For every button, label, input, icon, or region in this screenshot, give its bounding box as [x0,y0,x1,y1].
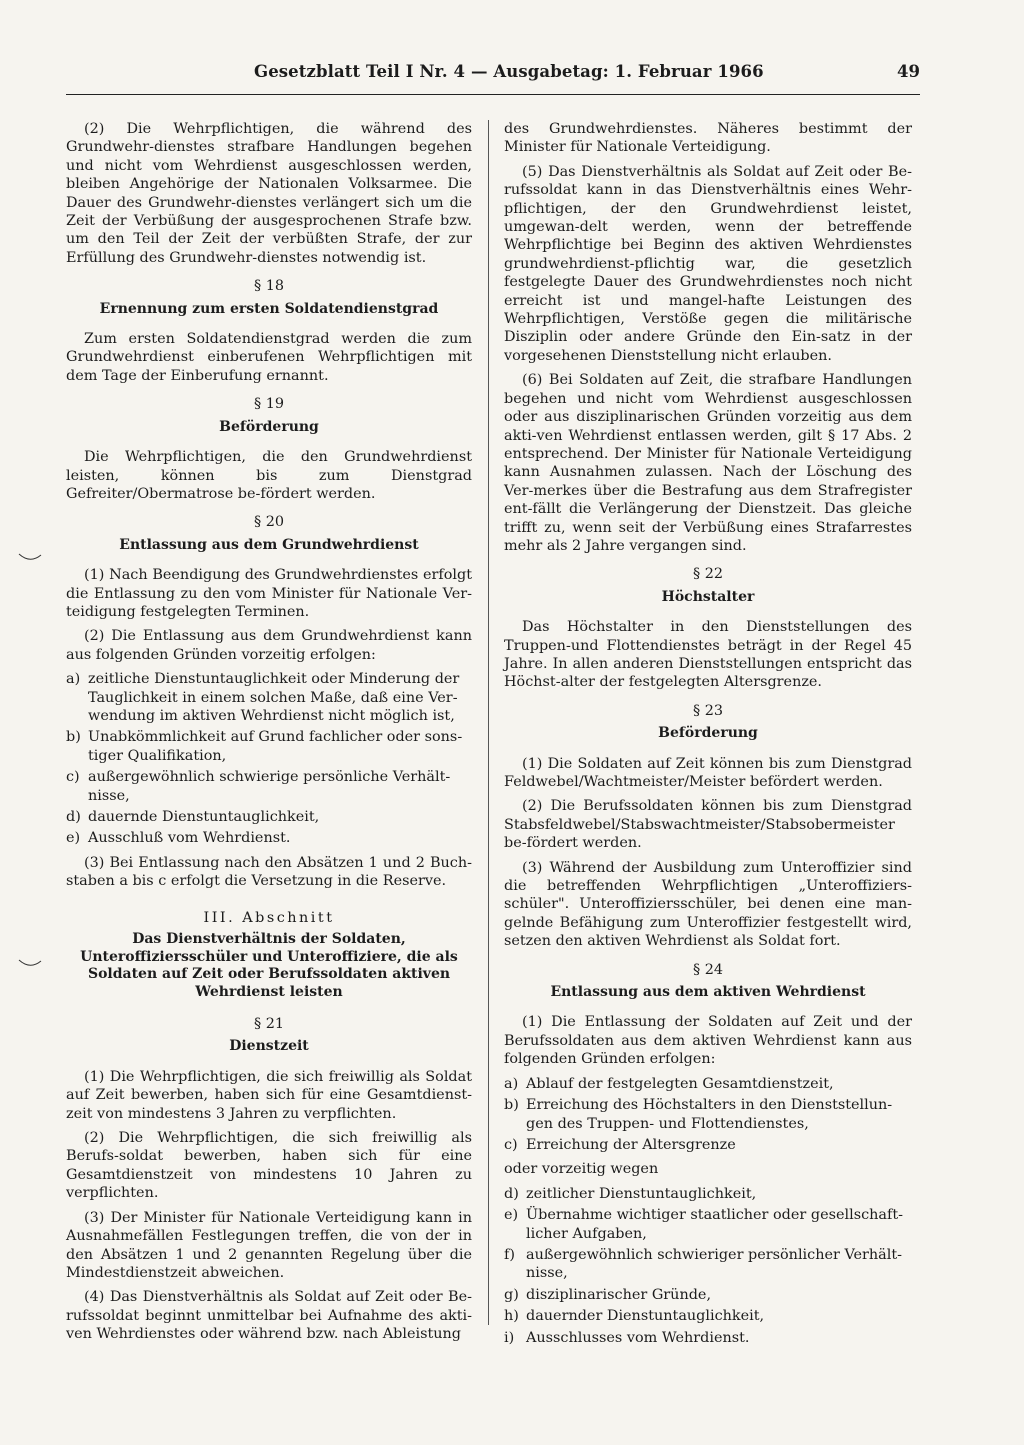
item-label: g) [504,1286,519,1303]
item-label: a) [504,1075,519,1092]
enumeration-list [504,1075,912,1155]
item-label: c) [504,1136,518,1153]
list-item [504,1246,912,1283]
item-text: Erreichung des Höchstalters in den Dienststellun-gen des Truppen- und Flottendienstes, [526,1097,893,1132]
enumeration-list [66,670,472,848]
section-title: Entlassung aus dem aktiven Wehrdienst [550,984,866,1001]
item-label: i) [504,1329,515,1346]
section-title: Beförderung [658,725,758,742]
paragraph: oder vorzeitig wegen [504,1161,659,1178]
list-item [504,1136,912,1154]
item-label: a) [66,671,81,688]
paragraph: Zum ersten Soldatendienstgrad werden die zum Grundwehrdienst einberufenen Wehrpflichtigen mit dem Tage der Einberufung ernannt. [66,331,472,384]
list-item [504,1329,912,1347]
section-title: Höchstalter [661,588,755,605]
item-label: b) [66,729,81,746]
paragraph: Die Wehrpflichtigen, die den Grundwehrdienst leisten, können bis zum Dienstgrad Gefreiter/Obermatrose be-fördert werden. [66,449,472,502]
paragraph: (2) Die Entlassung aus dem Grundwehrdienst kann aus folgenden Gründen vorzeitig erfolgen: [66,628,472,663]
section-number: § 24 [692,961,724,978]
list-item [504,1185,912,1203]
paragraph: (3) Während der Ausbildung zum Unteroffizier sind die betreffenden Wehrpflichtigen „Unteroffiziers-schüler". Unteroffiziersschüler, bei denen eine man-gelnde Befähigung zum Unteroffizier festgestellt wird, setzen den aktiven Wehrdienst als Soldat fort. [504,859,912,950]
item-label: e) [504,1207,519,1224]
item-text: zeitlicher Dienstuntauglichkeit, [526,1185,757,1202]
item-text: außergewöhnlich schwierige persönliche Verhält-nisse, [88,769,451,804]
list-item [504,1286,912,1304]
item-text: zeitliche Dienstuntauglichkeit oder Minderung der Tauglichkeit in einem solchen Maße, daß eine Ver-wendung im aktiven Wehrdienst nicht möglich ist, [88,671,460,724]
item-text: Ablauf der festgelegten Gesamtdienstzeit, [526,1075,834,1092]
item-label: e) [66,830,81,847]
list-item [504,1096,912,1133]
section-title: Dienstzeit [229,1038,309,1055]
list-item [66,808,472,826]
list-item [66,670,472,725]
paragraph: Das Höchstalter in den Dienststellungen des Truppen-und Flottendienstes beträgt in der Regel 45 Jahre. In allen anderen Dienststellungen entspricht das Höchst-alter der festgelegten Altersgrenze. [504,619,912,691]
section-title: Ernennung zum ersten Soldatendienstgrad [99,300,439,317]
item-label: h) [504,1308,519,1325]
column-divider [488,120,489,1325]
chapter-title: Das Dienstverhältnis der Soldaten, Unteroffiziersschüler und Unteroffiziere, die als Soldaten auf Zeit oder Berufssoldaten aktiven Wehrdienst leisten [80,931,458,1000]
list-item [66,829,472,847]
item-label: f) [504,1246,515,1263]
item-label: c) [66,769,80,786]
page-header [66,60,920,95]
left-column [66,120,472,1350]
paragraph: (1) Nach Beendigung des Grundwehrdienstes erfolgt die Entlassung zu den vom Minister für Nationale Ver-teidigung festgelegten Terminen. [66,567,472,620]
section-number: § 18 [253,278,285,295]
item-label: d) [504,1185,519,1202]
right-column [504,120,912,1353]
section-number: § 20 [253,514,285,531]
chapter-heading: III. Abschnitt [203,909,335,926]
item-text: Ausschlusses vom Wehrdienst. [526,1329,750,1346]
item-text: dauernde Dienstuntauglichkeit, [88,809,320,825]
item-text: Unabkömmlichkeit auf Grund fachlicher oder sons-tiger Qualifikation, [88,729,463,764]
paragraph: (4) Das Dienstverhältnis als Soldat auf Zeit oder Be-rufssoldat beginnt unmittelbar bei Aufnahme des akti-ven Wehrdienstes oder während bzw. nach Ableistung [66,1289,472,1343]
enumeration-list [504,1185,912,1347]
item-label: b) [504,1097,519,1114]
margin-mark [18,958,42,968]
page-number: 49 [897,62,920,81]
item-text: dauernder Dienstuntauglichkeit, [526,1308,765,1325]
item-text: Übernahme wichtiger staatlicher oder gesellschaft-licher Aufgaben, [526,1207,903,1242]
list-item [504,1075,912,1093]
item-text: disziplinarischer Gründe, [526,1286,712,1303]
list-item [66,728,472,765]
paragraph: (1) Die Soldaten auf Zeit können bis zum Dienstgrad Feldwebel/Wachtmeister/Meister befördert werden. [504,755,912,790]
paragraph: (6) Bei Soldaten auf Zeit, die strafbare Handlungen begehen und nicht vom Wehrdienst ausgeschlossen oder aus disziplinarischen Gründen vorzeitig aus dem akti-ven Wehrdienst entlassen werden, gilt § 17 Abs. 2 entsprechend. Der Minister für Nationale Verteidigung kann Ausnahmen zulassen. Nach der Löschung des Ver-merkes über die Bestrafung aus dem Strafregister ent-fällt die Verlängerung der Dienstzeit. Das gleiche trifft zu, wenn seit der Verbüßung eines Strafarrestes mehr als 2 Jahre vergangen sind. [504,372,912,554]
paragraph: (2) Die Berufssoldaten können bis zum Dienstgrad Stabsfeldwebel/Stabswachtmeister/Stabsobermeister be-fördert werden. [504,798,912,852]
item-text: außergewöhnlich schwieriger persönlicher Verhält-nisse, [526,1246,903,1282]
list-item [504,1307,912,1325]
section-title: Entlassung aus dem Grundwehrdienst [119,536,419,553]
item-label: d) [66,809,81,825]
section-number: § 22 [692,566,724,583]
gazette-title: Gesetzblatt Teil I Nr. 4 — Ausgabetag: 1. Februar 1966 [254,62,764,81]
paragraph: (3) Bei Entlassung nach den Absätzen 1 und 2 Buch-staben a bis c erfolgt die Versetzung in die Reserve. [66,854,472,890]
section-number: § 23 [692,702,724,719]
item-text: Erreichung der Altersgrenze [526,1136,736,1153]
section-title: Beförderung [219,418,319,435]
paragraph: (1) Die Entlassung der Soldaten auf Zeit und der Berufssoldaten aus dem aktiven Wehrdienst kann aus folgenden Gründen erfolgen: [504,1014,912,1068]
paragraph: (2) Die Wehrpflichtigen, die sich freiwillig als Berufs-soldat bewerben, haben sich für eine Gesamtdienstzeit von mindestens 10 Jahren zu verpflichten. [66,1130,472,1202]
list-item [504,1206,912,1243]
section-number: § 21 [253,1016,285,1033]
paragraph: (2) Die Wehrpflichtigen, die während des Grundwehr-dienstes strafbare Handlungen begehen und nicht vom Wehrdienst ausgeschlossen werden, bleiben Angehörige der Nationalen Volksarmee. Die Dauer des Grundwehr-dienstes verlängert sich um die Zeit der Verbüßung der ausgesprochenen Strafe bzw. um den Teil der Zeit der verbüßten Strafe, der zur Erfüllung des Grundwehr-dienstes notwendig ist. [66,121,472,266]
paragraph-continuation: des Grundwehrdienstes. Näheres bestimmt der Minister für Nationale Verteidigung. [504,121,912,156]
item-text: Ausschluß vom Wehrdienst. [88,830,291,847]
section-number: § 19 [253,396,285,413]
paragraph: (1) Die Wehrpflichtigen, die sich freiwillig als Soldat auf Zeit bewerben, haben sich für eine Gesamtdienst-zeit von mindestens 3 Jahren zu verpflichten. [66,1068,472,1122]
list-item [66,768,472,805]
paragraph: (3) Der Minister für Nationale Verteidigung kann in Ausnahmefällen Festlegungen treffen, die von der in den Absätzen 1 und 2 genannten Regelung über die Mindestdienstzeit abweichen. [66,1209,472,1281]
margin-mark [18,552,42,562]
paragraph: (5) Das Dienstverhältnis als Soldat auf Zeit oder Be-rufssoldat kann in das Dienstverhältnis eines Wehr-pflichtigen, der den Grundwehrdienst leistet, umgewan-delt werden, wenn der betreffende Wehrpflichtige bei Beginn des aktiven Wehrdienstes grundwehrdienst-pflichtig war, die gesetzlich festgelegte Dauer des Grundwehrdienstes noch nicht erreicht ist und mangel-hafte Leistungen des Wehrpflichtigen, Verstöße gegen die militärische Disziplin oder andere Gründe den Ein-satz in der vorgesehenen Dienststellung nicht erlauben. [504,163,912,364]
